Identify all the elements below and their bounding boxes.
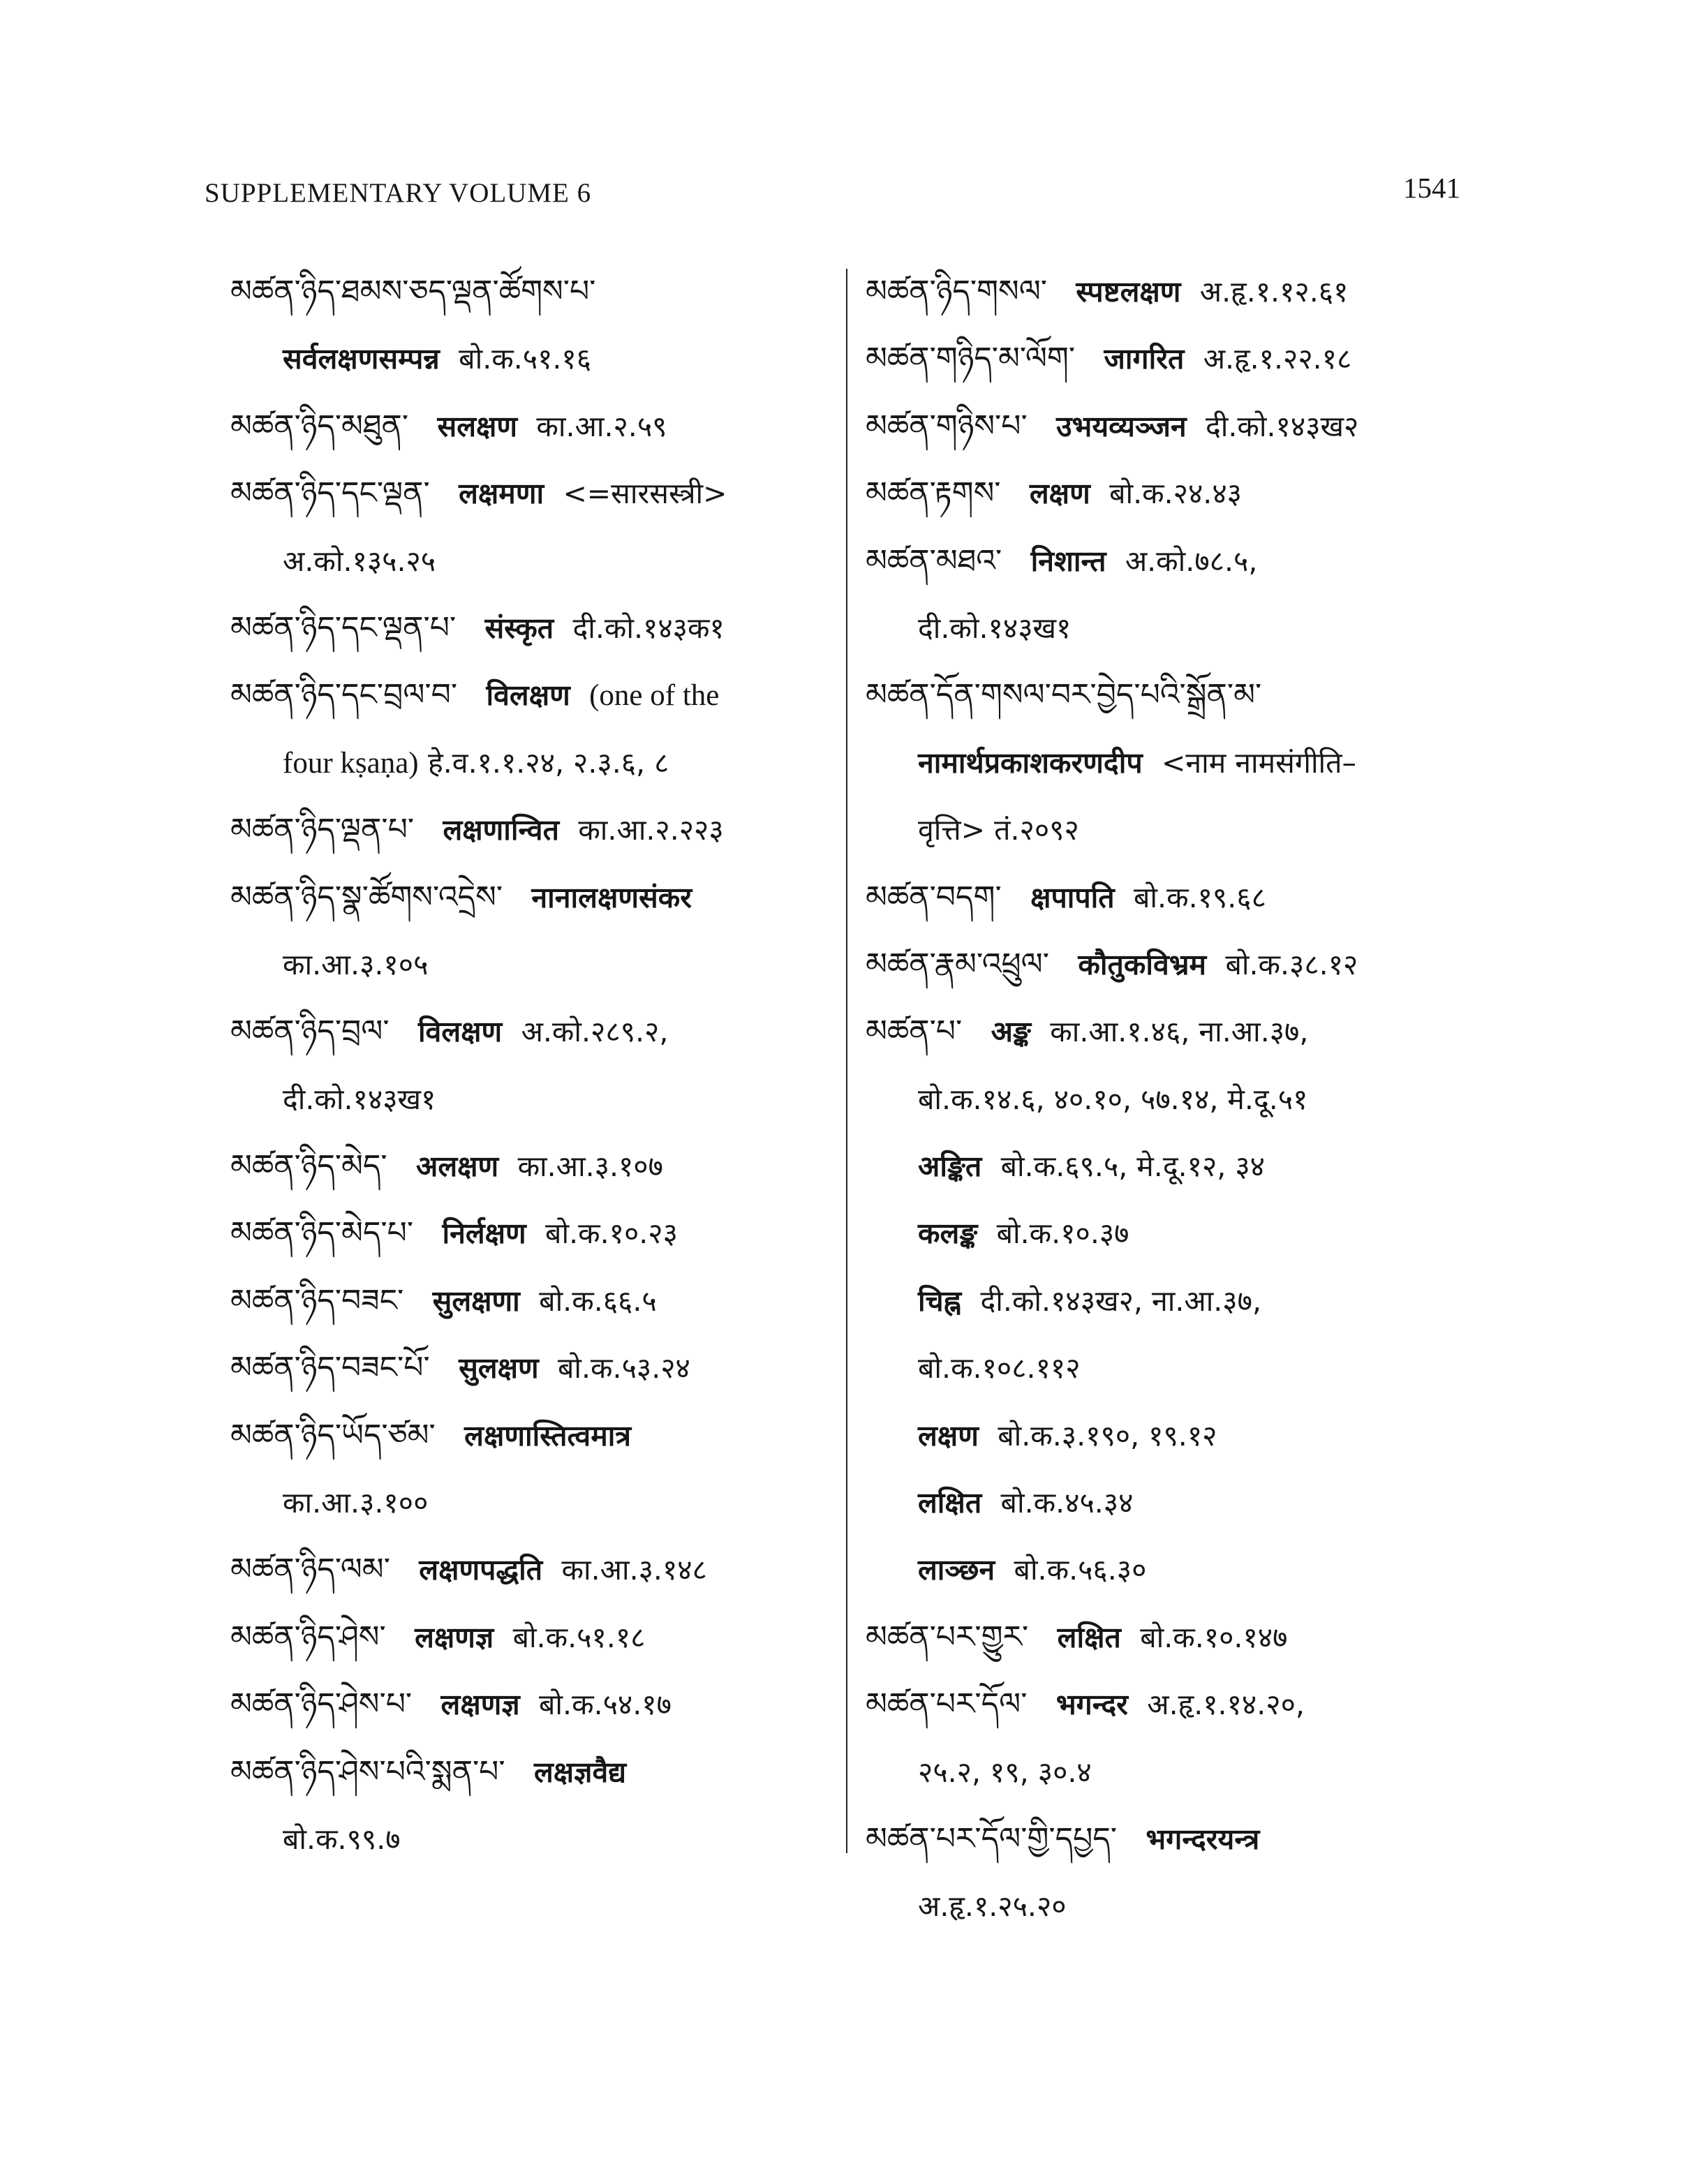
sanskrit-equivalent: लक्षणपद्धति — [419, 1553, 543, 1587]
source-reference: अ.हृ.१.२२.१८ — [1203, 342, 1352, 376]
entry-line — [866, 1536, 1480, 1603]
source-reference: अ.हृ.१.१४.२०, — [1147, 1688, 1305, 1722]
sanskrit-equivalent: निशान्त — [1030, 544, 1106, 578]
tibetan-headword: མཚན་ཉིད་སྣ་ཚོགས་འདྲེས་ — [230, 879, 503, 915]
source-reference: का.आ.३.१४८ — [561, 1553, 707, 1587]
entry-line — [230, 729, 831, 796]
entry-line — [230, 1335, 831, 1402]
source-reference: अ.को.१३५.२५ — [283, 544, 436, 578]
page-number: 1541 — [1403, 172, 1460, 204]
tibetan-headword: མཚན་ཉིད་བཟང་པོ་ — [230, 1350, 430, 1386]
source-reference: दी.को.१४३ख२ — [1206, 409, 1359, 443]
sanskrit-equivalent: सर्वलक्षणसम्पन्न — [283, 342, 440, 376]
sanskrit-equivalent: लक्षज्ञवैद्य — [533, 1755, 627, 1789]
source-reference: बो.क.५६.३० — [1014, 1553, 1147, 1587]
running-title: SUPPLEMENTARY VOLUME 6 — [205, 178, 592, 208]
entry-line — [866, 325, 1480, 392]
source-reference: का.आ.२.५९ — [536, 409, 667, 443]
tibetan-headword: མཚན་ཉིད་བཟང་ — [230, 1282, 404, 1318]
source-reference: बो.क.२४.४३ — [1109, 477, 1242, 511]
source-reference: दी.को.१४३ख१ — [283, 1082, 436, 1116]
gloss-note: (one of the — [589, 679, 720, 713]
source-reference: बो.क.३८.१२ — [1225, 947, 1358, 981]
sanskrit-equivalent: भगन्दर — [1055, 1688, 1128, 1722]
source-reference: बो.क.५३.२४ — [557, 1351, 690, 1386]
entry-line — [866, 1402, 1480, 1469]
source-reference: अ.हृ.१.२५.२० — [918, 1889, 1067, 1924]
source-reference: <नाम नामसंगीति– — [1161, 745, 1357, 780]
sanskrit-equivalent: भगन्दरयन्त्र — [1146, 1822, 1260, 1856]
tibetan-headword: མཚན་ཉིད་ཤེས་ — [230, 1619, 386, 1655]
source-reference: बो.क.३.१९०, १९.१२ — [998, 1418, 1217, 1453]
sanskrit-equivalent: विलक्षण — [417, 1015, 503, 1049]
entry-line — [230, 460, 831, 527]
entry-line — [866, 1268, 1480, 1335]
entry-line — [230, 1469, 831, 1536]
entry-line — [866, 1739, 1480, 1806]
source-reference: बो.क.६९.५, मे.दू.१२, ३४ — [1000, 1150, 1265, 1184]
gloss-note: four kṣaṇa) — [283, 746, 419, 780]
entry-line — [230, 258, 831, 325]
entry-line — [230, 998, 831, 1065]
sanskrit-equivalent: नामार्थप्रकाशकरणदीप — [918, 745, 1143, 780]
source-reference: बो.क.६६.५ — [539, 1284, 657, 1318]
entry-line — [230, 595, 831, 662]
entry-line — [230, 796, 831, 863]
entry-line — [230, 1671, 831, 1738]
entry-line — [866, 1604, 1480, 1671]
tibetan-headword: མཚན་ཉིད་ལྡན་པ་ — [230, 812, 415, 848]
source-reference: हे.व.१.१.२४, २.३.६, ८ — [427, 745, 669, 780]
source-reference: का.आ.३.१०७ — [517, 1150, 663, 1184]
sanskrit-equivalent: लक्षणज्ञ — [440, 1688, 520, 1722]
sanskrit-equivalent: निर्लक्षण — [442, 1217, 526, 1251]
entry-line — [230, 1268, 831, 1335]
source-reference: बो.क.५४.१७ — [539, 1688, 672, 1722]
tibetan-headword: མཚན་ཉིད་ལམ་ — [230, 1552, 390, 1588]
entry-line — [230, 1133, 831, 1200]
tibetan-headword: མཚན་པར་གྱུར་ — [866, 1619, 1029, 1655]
source-reference: अ.हृ.१.१२.६१ — [1199, 275, 1349, 309]
entry-line — [230, 1536, 831, 1603]
entry-line — [866, 998, 1480, 1065]
tibetan-headword: མཚན་རྟགས་ — [866, 475, 1001, 512]
sanskrit-equivalent: संस्कृत — [484, 611, 554, 645]
tibetan-headword: མཚན་ཉིད་མཐུན་ — [230, 408, 409, 444]
sanskrit-equivalent: अङ्कित — [918, 1150, 982, 1184]
entry-line — [866, 460, 1480, 527]
sanskrit-equivalent: नानालक्षणसंकर — [531, 880, 692, 914]
source-reference: वृत्ति> तं.२०९२ — [918, 813, 1079, 847]
tibetan-headword: མཚན་གཉིས་པ་ — [866, 408, 1028, 444]
entry-line — [230, 931, 831, 998]
sanskrit-equivalent: उभयव्यञ्जन — [1056, 409, 1187, 443]
entry-line — [866, 662, 1480, 729]
sanskrit-equivalent: लक्षणान्वित — [443, 813, 559, 847]
source-reference: का.आ.१.४६, ना.आ.३७, — [1050, 1015, 1309, 1049]
sanskrit-equivalent: कौतुकविभ्रम — [1078, 947, 1207, 981]
entry-line — [866, 1671, 1480, 1738]
source-reference: <=सारसस्त्री> — [563, 477, 727, 511]
sanskrit-equivalent: सलक्षण — [437, 409, 518, 443]
source-reference: अ.को.२८९.२, — [521, 1015, 669, 1049]
entry-line — [866, 931, 1480, 998]
sanskrit-equivalent: लक्षणज्ञ — [415, 1620, 494, 1654]
entry-line — [866, 796, 1480, 863]
source-reference: बो.क.१०.३७ — [996, 1217, 1129, 1251]
source-reference: दी.को.१४३क१ — [572, 611, 725, 645]
sanskrit-equivalent: जागरित — [1104, 342, 1185, 376]
sanskrit-equivalent: स्पष्टलक्षण — [1076, 275, 1181, 309]
entry-line — [230, 528, 831, 595]
tibetan-headword: མཚན་ཉིད་དང་བྲལ་བ་ — [230, 677, 458, 713]
entry-line — [866, 1469, 1480, 1536]
source-reference: बो.क.१०.१४७ — [1140, 1620, 1288, 1654]
tibetan-headword: མཚན་ཉིད་དང་ལྡན་ — [230, 475, 430, 512]
tibetan-headword: མཚན་པར་དོལ་གྱི་དཔྱད་ — [866, 1820, 1118, 1857]
entry-line — [866, 1806, 1480, 1873]
source-reference: बो.क.१०.२३ — [545, 1217, 678, 1251]
entry-line — [230, 1806, 831, 1873]
source-reference: २५.२, १९, ३०.४ — [918, 1755, 1092, 1789]
sanskrit-equivalent: लाञ्छन — [918, 1553, 995, 1587]
entry-line — [866, 595, 1480, 662]
entry-line — [230, 662, 831, 729]
entry-line — [230, 393, 831, 460]
source-reference: का.आ.३.१०० — [283, 1486, 429, 1520]
sanskrit-equivalent: लक्षमणा — [459, 477, 544, 511]
tibetan-headword: མཚན་ཉིད་མེད་པ་ — [230, 1215, 414, 1251]
tibetan-headword: མཚན་དོན་གསལ་བར་བྱེད་པའི་སྒྲོན་མ་ — [866, 677, 1262, 713]
sanskrit-equivalent: अङ्क — [991, 1015, 1031, 1049]
entry-line — [866, 528, 1480, 595]
sanskrit-equivalent: सुलक्षण — [459, 1351, 539, 1386]
entry-line — [866, 258, 1480, 325]
entry-line — [230, 325, 831, 392]
sanskrit-equivalent: लक्षित — [1057, 1620, 1121, 1654]
entry-line — [866, 864, 1480, 931]
tibetan-headword: མཚན་ཉིད་མེད་ — [230, 1148, 387, 1184]
entry-line — [866, 1066, 1480, 1133]
sanskrit-equivalent: क्षपापति — [1030, 880, 1115, 914]
sanskrit-equivalent: चिह्न — [918, 1284, 962, 1318]
entry-line — [866, 1200, 1480, 1267]
source-reference: अ.को.७८.५, — [1125, 544, 1258, 578]
tibetan-headword: མཚན་རྣམ་འཕྲུལ་ — [866, 946, 1049, 982]
source-reference: बो.क.१४.६, ४०.१०, ५७.१४, मे.दू.५१ — [918, 1082, 1308, 1116]
tibetan-headword: མཚན་ཉིད་དང་ལྡན་པ་ — [230, 609, 457, 646]
tibetan-headword: མཚན་ཉིད་ཡོད་ཙམ་ — [230, 1417, 436, 1453]
entry-line — [230, 1604, 831, 1671]
tibetan-headword: མཚན་མཐའ་ — [866, 542, 1002, 579]
source-reference: बो.क.१०८.११२ — [918, 1351, 1081, 1386]
tibetan-headword: མཚན་ཉིད་ཤེས་པའི་སྨན་པ་ — [230, 1753, 505, 1790]
entry-line — [230, 1402, 831, 1469]
entry-line — [230, 1739, 831, 1806]
sanskrit-equivalent: लक्षित — [918, 1486, 982, 1520]
sanskrit-equivalent: लक्षण — [1029, 477, 1090, 511]
left-column — [230, 258, 831, 1873]
tibetan-headword: མཚན་ཉིད་ཤེས་པ་ — [230, 1686, 413, 1723]
entry-line — [866, 1335, 1480, 1402]
source-reference: बो.क.५१.१६ — [459, 342, 592, 376]
entry-line — [230, 1066, 831, 1133]
sanskrit-equivalent: लक्षणास्तित्वमात्र — [464, 1418, 631, 1453]
sanskrit-equivalent: विलक्षण — [486, 678, 570, 713]
source-reference: बो.क.४५.३४ — [1000, 1486, 1134, 1520]
right-column — [866, 258, 1480, 1940]
entry-line — [866, 1133, 1480, 1200]
column-divider — [846, 269, 847, 1853]
tibetan-headword: མཚན་གཉིད་མ་ལོག་ — [866, 341, 1076, 377]
tibetan-headword: མཚན་ཉིད་གསལ་ — [866, 274, 1048, 309]
entry-line — [866, 729, 1480, 796]
tibetan-headword: མཚན་ཉིད་བྲལ་ — [230, 1013, 390, 1050]
sanskrit-equivalent: लक्षण — [918, 1418, 979, 1453]
source-reference: बो.क.१९.६८ — [1134, 880, 1266, 914]
tibetan-headword: མཚན་པར་དོལ་ — [866, 1686, 1028, 1723]
sanskrit-equivalent: कलङ्क — [918, 1217, 978, 1251]
entry-line — [866, 1873, 1480, 1940]
tibetan-headword: མཚན་ཉིད་ཐམས་ཅད་ལྡན་ཚོགས་པ་ — [230, 274, 596, 309]
source-reference: दी.को.१४३ख२, ना.आ.३७, — [980, 1284, 1261, 1318]
sanskrit-equivalent: अलक्षण — [416, 1150, 499, 1184]
entry-line — [866, 393, 1480, 460]
source-reference: बो.क.५१.१८ — [512, 1620, 646, 1654]
source-reference: बो.क.९९.७ — [283, 1822, 401, 1856]
source-reference: का.आ.२.२२३ — [578, 813, 724, 847]
tibetan-headword: མཚན་བདག་ — [866, 879, 1002, 915]
sanskrit-equivalent: सुलक्षणा — [432, 1284, 520, 1318]
source-reference: का.आ.३.१०५ — [283, 947, 429, 981]
tibetan-headword: མཚན་པ་ — [866, 1013, 963, 1050]
source-reference: दी.को.१४३ख१ — [918, 611, 1072, 645]
entry-line — [230, 864, 831, 931]
entry-line — [230, 1200, 831, 1267]
